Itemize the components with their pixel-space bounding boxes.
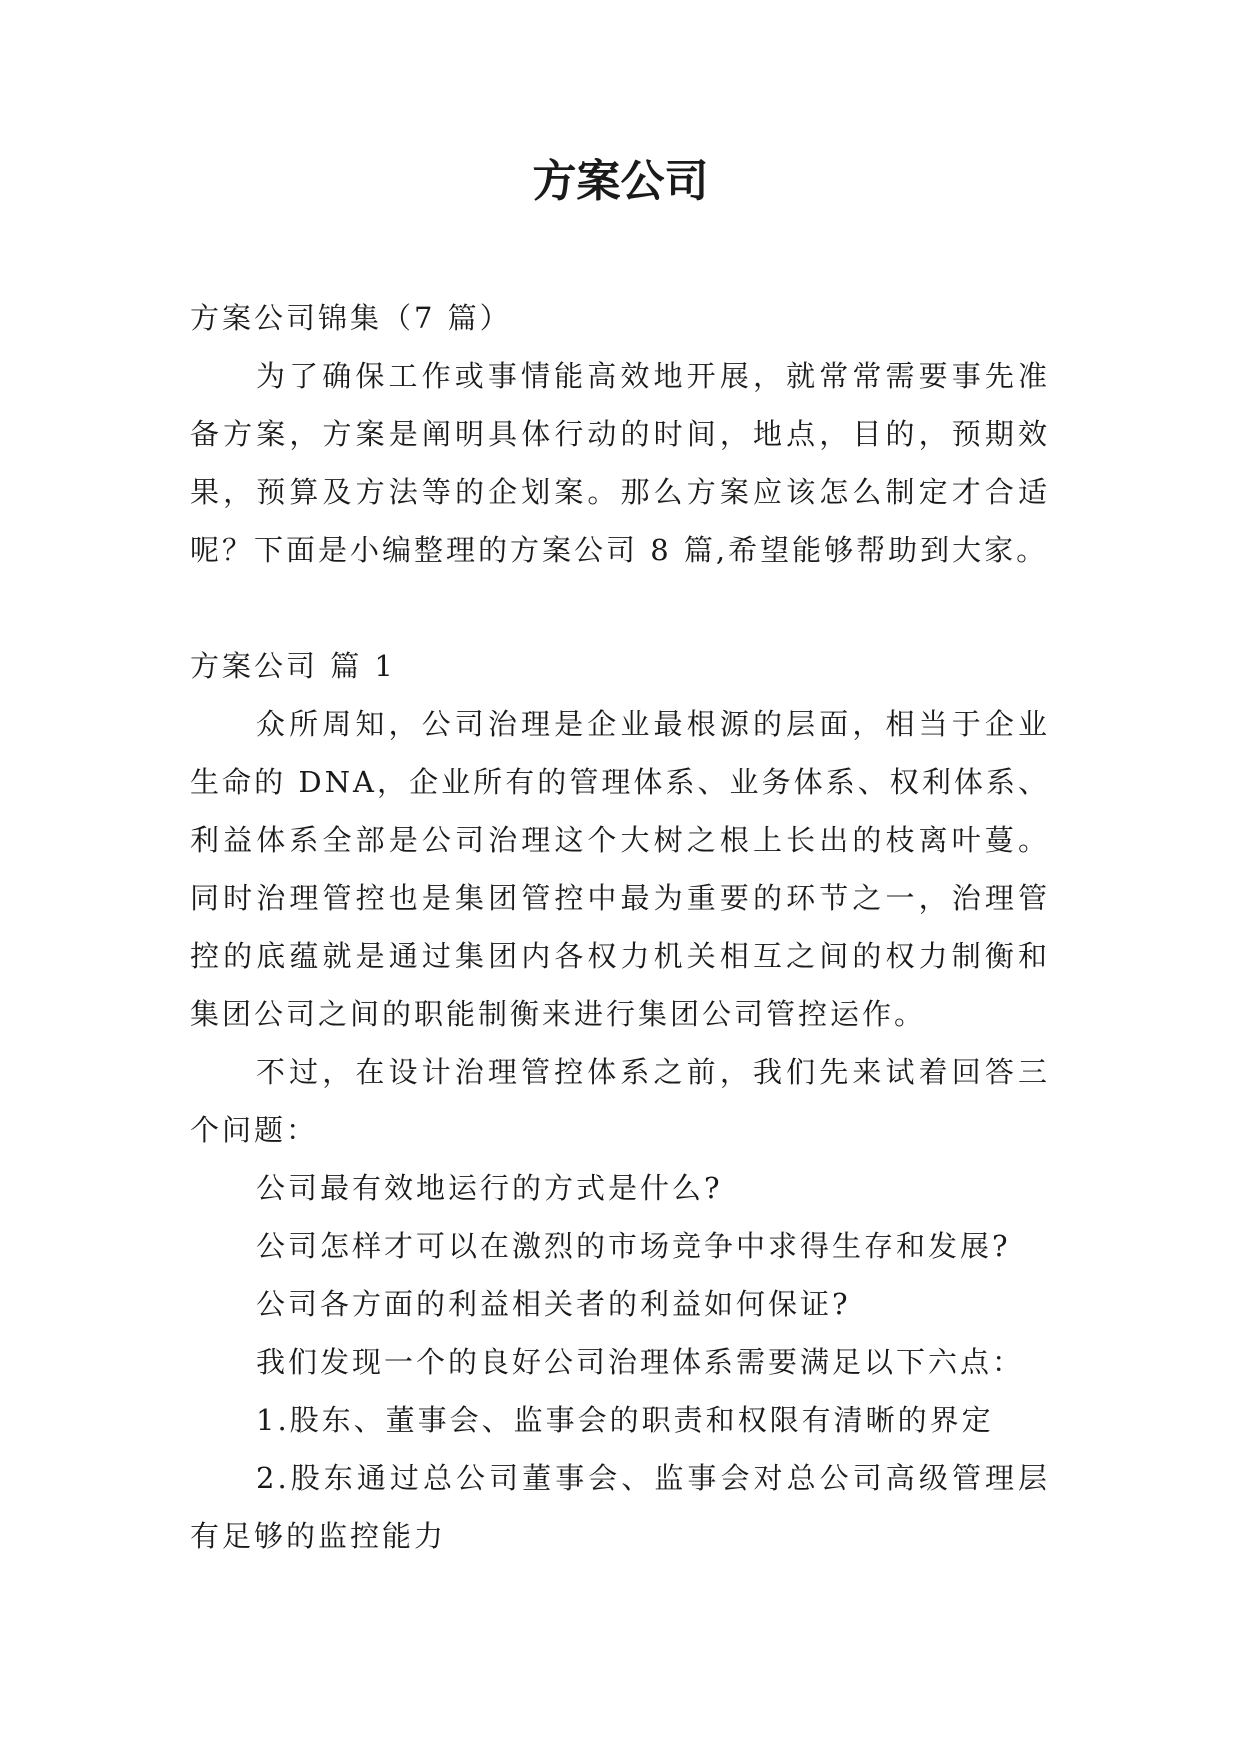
document-title: 方案公司	[532, 156, 709, 207]
body-paragraph: 不过，在设计治理管控体系之前，我们先来试着回答三个问题：	[190, 1055, 1050, 1147]
list-item: 1.股东、董事会、监事会的职责和权限有清晰的界定	[256, 1403, 994, 1437]
list-item: 2.股东通过总公司董事会、监事会对总公司高级管理层有足够的监控能力	[190, 1461, 1050, 1553]
question-item: 公司各方面的利益相关者的利益如何保证?	[256, 1287, 851, 1321]
section-heading: 方案公司 篇 1	[190, 649, 396, 683]
body-paragraph: 众所周知，公司治理是企业最根源的层面，相当于企业生命的 DNA，企业所有的管理体系、业务体系、权利体系、利益体系全部是公司治理这个大树之根上长出的枝离叶蔓。同时治理管控也是集团管控中最为重要的环节之一，治理管控的底蕴就是通过集团内各权力机关相互之间的权力制衡和集团公司之间的职能制衡来进行集团公司管控运作。	[190, 707, 1050, 1031]
section-heading: 方案公司锦集（7 篇）	[190, 301, 512, 335]
body-paragraph: 我们发现一个的良好公司治理体系需要满足以下六点：	[256, 1345, 1025, 1379]
question-item: 公司怎样才可以在激烈的市场竞争中求得生存和发展?	[256, 1229, 1011, 1263]
document-body	[190, 289, 1050, 1565]
question-item: 公司最有效地运行的方式是什么?	[256, 1171, 723, 1205]
intro-paragraph: 为了确保工作或事情能高效地开展，就常常需要事先准备方案，方案是阐明具体行动的时间，地点，目的，预期效果，预算及方法等的企划案。那么方案应该怎么制定才合适呢？下面是小编整理的方案公司 8 篇,希望能够帮助到大家。	[190, 359, 1050, 567]
